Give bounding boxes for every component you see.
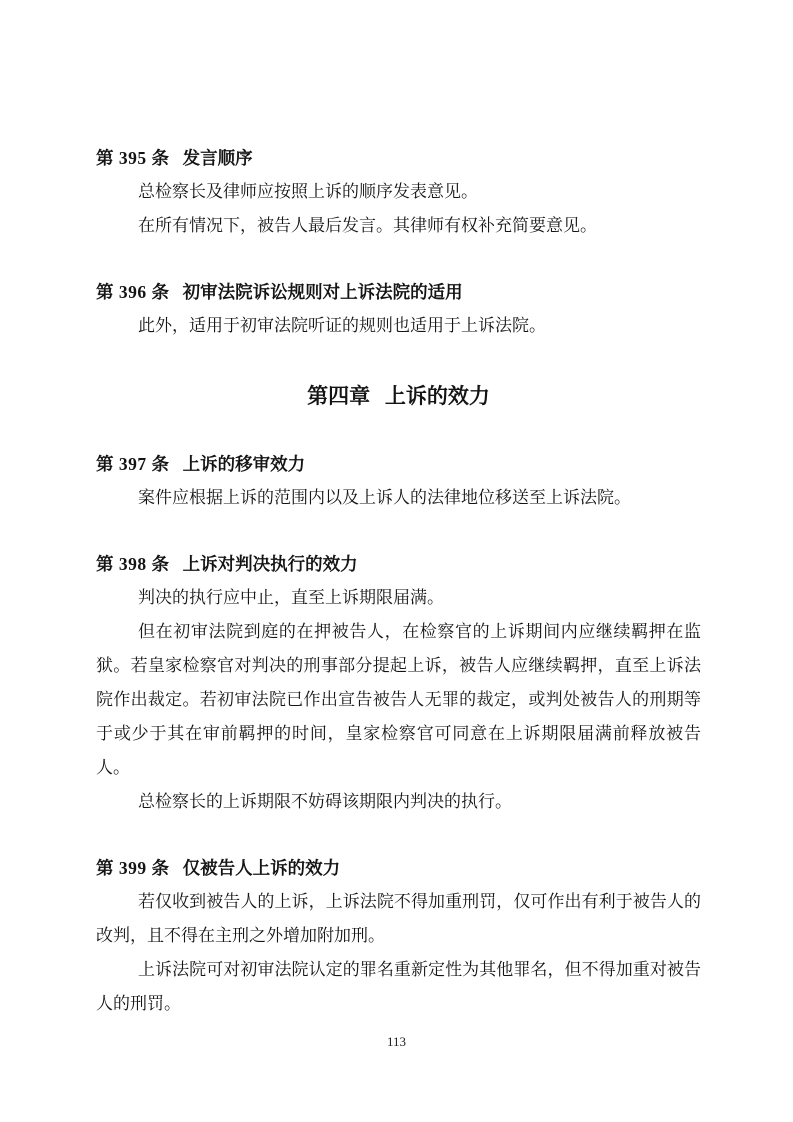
article-heading	[96, 447, 701, 481]
article-title: 上诉对判决执行的效力	[182, 554, 358, 574]
paragraph: 总检察长的上诉期限不妨碍该期限内判决的执行。	[138, 792, 512, 811]
paragraph: 若仅收到被告人的上诉，上诉法院不得加重刑罚，仅可作出有利于被告人的改判，且不得在主刑之外增加附加刑。	[96, 892, 701, 945]
article-number: 第 395 条	[96, 148, 170, 168]
article-title: 上诉的移审效力	[182, 454, 306, 474]
article-397	[96, 447, 701, 515]
article-number: 第 398 条	[96, 554, 170, 574]
page-number: 113	[386, 1034, 407, 1049]
paragraph: 判决的执行应中止，直至上诉期限届满。	[138, 588, 444, 607]
paragraph: 总检察长及律师应按照上诉的顺序发表意见。	[138, 182, 478, 201]
article-399	[96, 851, 701, 1021]
paragraph: 案件应根据上诉的范围内以及上诉人的法律地位移送至上诉法院。	[138, 488, 631, 507]
paragraph: 在所有情况下，被告人最后发言。其律师有权补充简要意见。	[138, 216, 597, 235]
chapter-heading	[96, 379, 701, 413]
paragraph: 但在初审法院到庭的在押被告人，在检察官的上诉期间内应继续羁押在监狱。若皇家检察官对判决的刑事部分提起上诉，被告人应继续羁押，直至上诉法院作出裁定。若初审法院已作出宣告被告人无罪的裁定，或判处被告人的刑期等于或少于其在审前羁押的时间，皇家检察官可同意在上诉期限届满前释放被告人。	[96, 622, 701, 777]
article-number: 第 399 条	[96, 858, 170, 878]
article-heading	[96, 141, 701, 175]
paragraph: 上诉法院可对初审法院认定的罪名重新定性为其他罪名，但不得加重对被告人的刑罚。	[96, 960, 701, 1013]
article-title: 仅被告人上诉的效力	[182, 858, 341, 878]
article-heading	[96, 547, 701, 581]
document-content	[96, 141, 701, 1053]
article-title: 初审法院诉讼规则对上诉法院的适用	[182, 282, 463, 302]
article-title: 发言顺序	[182, 148, 253, 168]
article-heading	[96, 851, 701, 885]
article-398	[96, 547, 701, 819]
article-396	[96, 275, 701, 343]
article-heading	[96, 275, 701, 309]
article-number: 第 396 条	[96, 282, 170, 302]
chapter-number: 第四章	[307, 384, 371, 408]
article-number: 第 397 条	[96, 454, 170, 474]
paragraph: 此外，适用于初审法院听证的规则也适用于上诉法院。	[138, 316, 546, 335]
article-395	[96, 141, 701, 243]
chapter-title: 上诉的效力	[384, 384, 490, 408]
